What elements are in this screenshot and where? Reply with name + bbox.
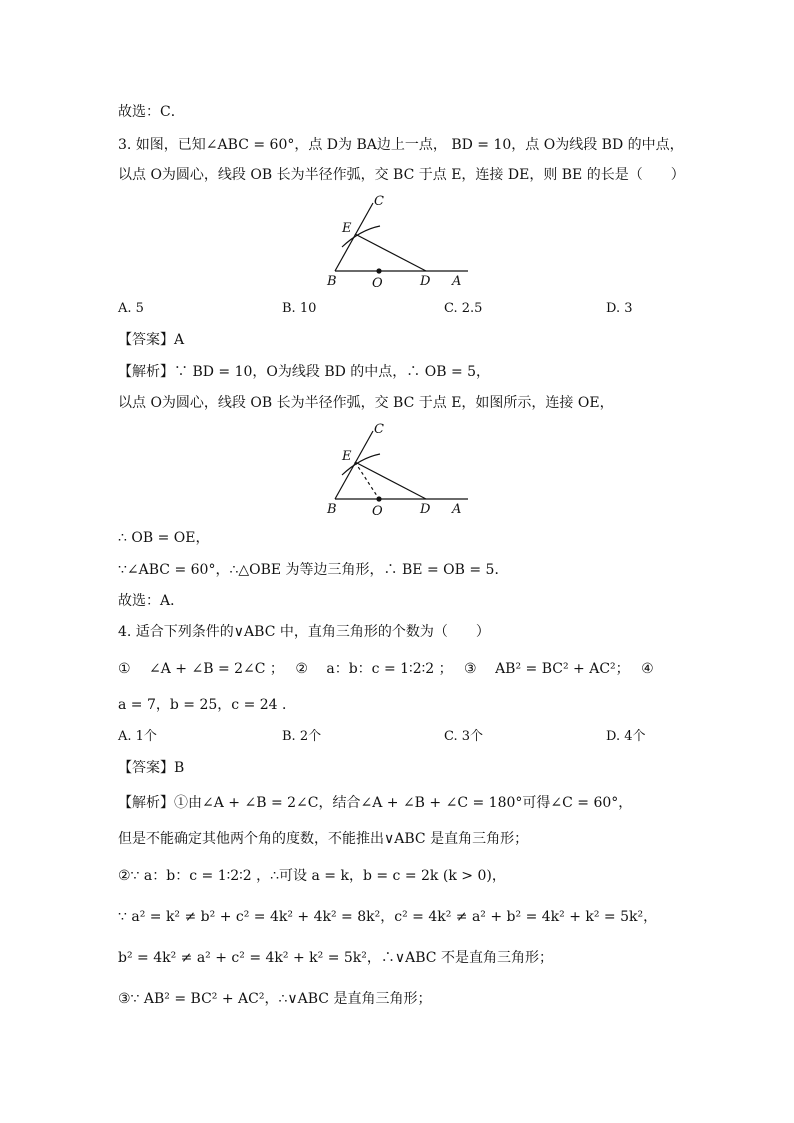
segment-oe-dashed xyxy=(355,462,379,499)
label-c: C xyxy=(374,194,384,209)
point-o xyxy=(376,268,381,273)
q3-analysis-2: 以点 O为圆心，线段 OB 长为半径作弧，交 BC 于点 E，如图所示，连接 OE， xyxy=(118,395,614,411)
analysis-figure xyxy=(320,418,480,518)
q3-option-a: A. 5 xyxy=(118,301,144,316)
q4-analysis-1: 【解析】①由∠A + ∠B = 2∠C，结合∠A + ∠B + ∠C = 180°可得∠C = 60°， xyxy=(118,795,633,811)
label-d: D xyxy=(420,502,431,517)
q4-analysis-3: ②∵ a：b：c = 1∶2∶2 ，∴可设 a = k，b = c = 2k (k > 0)， xyxy=(118,868,506,884)
segment-de xyxy=(355,234,426,271)
q3-analysis-4: ∵∠ABC = 60°，∴△OBE 为等边三角形，∴ BE = OB = 5． xyxy=(118,562,509,578)
question-4-condition-4: a = 7，b = 25，c = 24 ． xyxy=(118,697,297,713)
q3-option-b: B. 10 xyxy=(282,301,317,316)
q3-option-c: C. 2.5 xyxy=(444,301,483,316)
question-4-conditions: ① ∠A + ∠B = 2∠C ； ② a：b：c = 1∶2∶2 ； ③ AB² = BC² + AC²； ④ xyxy=(118,661,654,677)
question-4-stem: 4. 适合下列条件的∨ABC 中，直角三角形的个数为（ ） xyxy=(118,624,490,640)
label-o: O xyxy=(372,504,383,519)
q4-answer: 【答案】B xyxy=(118,760,185,776)
label-a: A xyxy=(452,274,462,289)
q4-analysis-2: 但是不能确定其他两个角的度数，不能推出∨ABC 是直角三角形； xyxy=(118,831,529,847)
q3-analysis-3: ∴ OB = OE， xyxy=(118,530,210,546)
q3-answer: 【答案】A xyxy=(118,332,185,348)
q4-option-c: C. 3个 xyxy=(444,729,484,744)
label-b: B xyxy=(327,502,337,517)
q3-analysis-1: 【解析】∵ BD = 10，O为线段 BD 的中点，∴ OB = 5， xyxy=(118,364,491,380)
label-b: B xyxy=(327,274,337,289)
label-e: E xyxy=(342,221,352,236)
q3-option-d: D. 3 xyxy=(606,301,633,316)
q4-analysis-4: ∵ a² = k² ≠ b² + c² = 4k² + 4k² = 8k²，c² = 4k² ≠ a² + b² = 4k² + k² = 5k²， xyxy=(118,909,658,925)
label-e: E xyxy=(342,449,352,464)
text-line-1: 故选：C． xyxy=(118,104,185,120)
label-a: A xyxy=(452,502,462,517)
q4-option-d: D. 4个 xyxy=(606,729,646,744)
point-o xyxy=(376,496,381,501)
question-3-stem: 3. 如图，已知∠ABC = 60°，点 D为 BA边上一点， BD = 10，点 O为线段 BD 的中点， xyxy=(118,137,684,153)
q4-option-b: B. 2个 xyxy=(282,729,322,744)
label-o: O xyxy=(372,276,383,291)
q4-option-a: A. 1个 xyxy=(118,729,157,744)
q3-conclusion: 故选：A． xyxy=(118,593,185,609)
label-d: D xyxy=(420,274,431,289)
segment-de xyxy=(355,462,426,499)
q4-analysis-5: b² = 4k² ≠ a² + c² = 4k² + k² = 5k²，∴∨ABC 不是直角三角形； xyxy=(118,950,553,966)
question-3-stem-cont: 以点 O为圆心，线段 OB 长为半径作弧，交 BC 于点 E，连接 DE，则 BE 的长是（ ） xyxy=(118,167,685,183)
question-3-figure xyxy=(320,190,480,290)
label-c: C xyxy=(374,422,384,437)
q4-analysis-6: ③∵ AB² = BC² + AC²，∴∨ABC 是直角三角形； xyxy=(118,991,432,1007)
